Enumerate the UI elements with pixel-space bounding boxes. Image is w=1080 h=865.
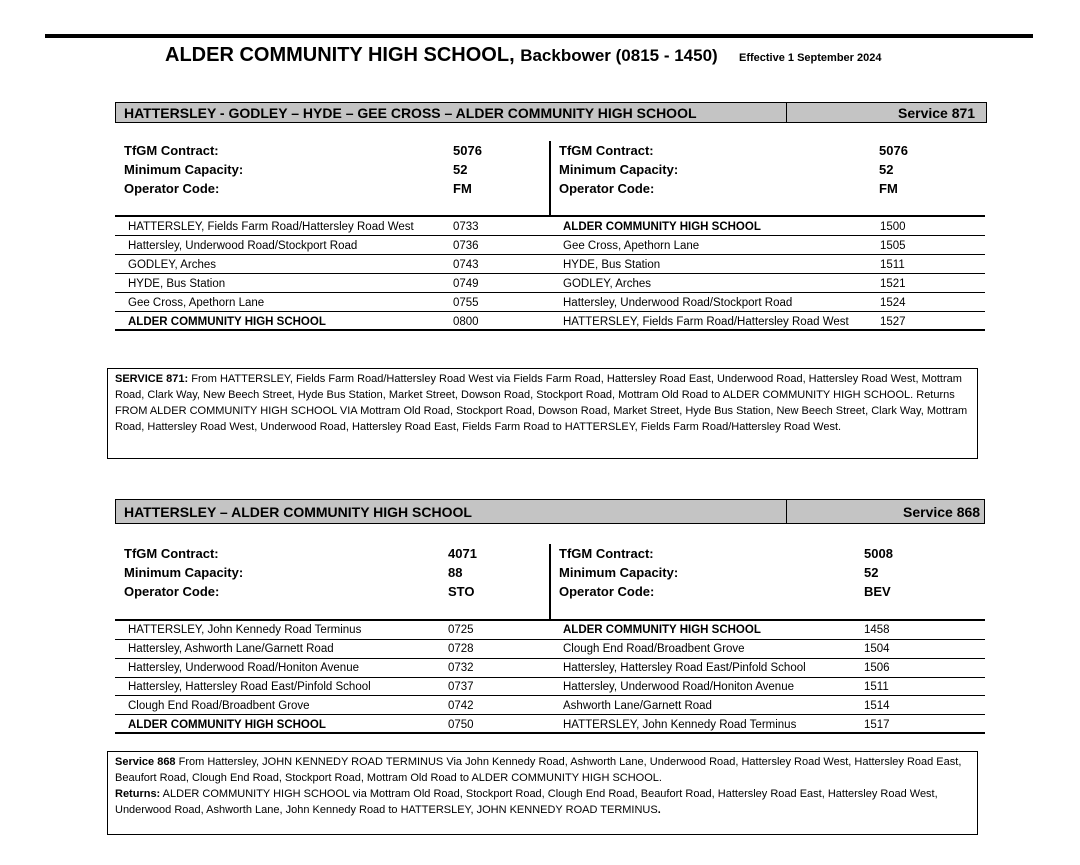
row-rule (115, 311, 985, 312)
service-871-afternoon-info-labels (559, 141, 678, 198)
table-row (563, 621, 983, 640)
stop-time: 0732 (448, 662, 474, 674)
stop-name: Hattersley, Ashworth Lane/Garnett Road (128, 643, 334, 655)
operator-label: Operator Code: (124, 181, 220, 196)
stop-time: 0750 (448, 719, 474, 731)
operator-value: BEV (864, 584, 891, 599)
contract-label: TfGM Contract: (124, 143, 219, 158)
operator-label: Operator Code: (559, 181, 655, 196)
stop-name: Hattersley, Underwood Road/Honiton Avenue (128, 662, 359, 674)
service-868-morning-info-values (448, 544, 477, 601)
stop-name: Hattersley, Hattersley Road East/Pinfold School (563, 662, 806, 674)
contract-label: TfGM Contract: (559, 143, 654, 158)
service-868-route-note (107, 751, 978, 835)
capacity-value: 52 (864, 565, 879, 580)
table-row (128, 621, 548, 640)
table-top-rule (115, 215, 985, 217)
service-number: Service 868 (903, 504, 981, 520)
contract-label: TfGM Contract: (559, 546, 654, 561)
header-divider (786, 103, 787, 122)
stop-time: 1505 (880, 240, 906, 252)
note-heading: Service 868 (115, 756, 176, 768)
stop-time: 1504 (864, 643, 890, 655)
stop-time: 0728 (448, 643, 474, 655)
row-rule (115, 254, 985, 255)
operator-label: Operator Code: (559, 584, 655, 599)
stop-name: Clough End Road/Broadbent Grove (128, 700, 310, 712)
service-number: Service 871 (898, 105, 976, 121)
service-871-route-note (107, 368, 978, 459)
stop-name: HATTERSLEY, John Kennedy Road Terminus (128, 624, 362, 636)
stop-name: Hattersley, Underwood Road/Stockport Road (563, 297, 793, 309)
stop-time: 0725 (448, 624, 474, 636)
capacity-label: Minimum Capacity: (124, 162, 244, 177)
stop-name: HATTERSLEY, Fields Farm Road/Hattersley Road West (128, 221, 414, 233)
table-row (128, 640, 548, 659)
row-rule (115, 695, 985, 696)
stop-name: ALDER COMMUNITY HIGH SCHOOL (128, 719, 326, 731)
effective-date: Effective 1 September 2024 (739, 52, 882, 64)
capacity-value: 52 (879, 162, 894, 177)
header-divider (786, 500, 787, 523)
stop-time: 0736 (453, 240, 479, 252)
service-868-header (115, 499, 985, 524)
stop-time: 0749 (453, 278, 479, 290)
note-returns-text: ALDER COMMUNITY HIGH SCHOOL via Mottram Old Road, Stockport Road, Clough End Road, Beaufort Road, Hattersley Road East, Hattersley Road West, Underwood Road, Ashworth Lane, John Kennedy Road to HATTERSLEY, JOHN KENNEDY ROAD TERMINUS (115, 788, 938, 816)
capacity-label: Minimum Capacity: (124, 565, 244, 580)
note-heading: SERVICE 871: (115, 373, 189, 385)
stop-name: GODLEY, Arches (563, 278, 651, 290)
stop-time: 1458 (864, 624, 890, 636)
service-871-header (115, 102, 987, 123)
stop-time: 1514 (864, 700, 890, 712)
stop-time: 1511 (880, 259, 905, 271)
stop-name: Ashworth Lane/Garnett Road (563, 700, 712, 712)
row-rule (115, 677, 985, 678)
stop-time: 1506 (864, 662, 890, 674)
capacity-value: 52 (453, 162, 468, 177)
capacity-label: Minimum Capacity: (559, 565, 679, 580)
stop-time: 0743 (453, 259, 479, 271)
contract-value: 5076 (453, 143, 482, 158)
location-hours: Backbower (0815 - 1450) (520, 46, 718, 65)
stop-name: HYDE, Bus Station (563, 259, 661, 271)
top-rule (45, 34, 1033, 38)
stop-name: Clough End Road/Broadbent Grove (563, 643, 745, 655)
row-rule (115, 235, 985, 236)
stop-name: Gee Cross, Apethorn Lane (128, 297, 265, 309)
stop-name: HATTERSLEY, John Kennedy Road Terminus (563, 719, 797, 731)
service-868-morning-info-labels (124, 544, 243, 601)
stop-time: 1500 (880, 221, 906, 233)
stop-name: Hattersley, Underwood Road/Honiton Avenue (563, 681, 794, 693)
table-row (128, 659, 548, 678)
operator-value: FM (879, 181, 898, 196)
note-returns-end: . (657, 804, 661, 816)
contract-label: TfGM Contract: (124, 546, 219, 561)
stop-time: 1517 (864, 719, 890, 731)
stop-time: 0800 (453, 316, 479, 328)
table-row (563, 659, 983, 678)
operator-value: STO (448, 584, 475, 599)
stop-time: 1524 (880, 297, 906, 309)
operator-value: FM (453, 181, 472, 196)
service-868-afternoon-info-labels (559, 544, 678, 601)
stop-time: 0742 (448, 700, 474, 712)
route-title: HATTERSLEY - GODLEY – HYDE – GEE CROSS – ALDER COMMUNITY HIGH SCHOOL (124, 105, 697, 121)
contract-value: 5076 (879, 143, 908, 158)
capacity-value: 88 (448, 565, 463, 580)
stop-time: 1521 (880, 278, 906, 290)
stop-name: ALDER COMMUNITY HIGH SCHOOL (128, 316, 326, 328)
operator-label: Operator Code: (124, 584, 220, 599)
row-rule (115, 658, 985, 659)
service-871-morning-info-labels (124, 141, 243, 198)
stop-name: Gee Cross, Apethorn Lane (563, 240, 700, 252)
stop-name: Hattersley, Hattersley Road East/Pinfold School (128, 681, 371, 693)
stop-time: 1527 (880, 316, 906, 328)
column-divider (549, 544, 551, 619)
stop-time: 1511 (864, 681, 889, 693)
service-871-afternoon-info-values (879, 141, 908, 198)
table-bottom-rule (115, 329, 985, 331)
row-rule (115, 639, 985, 640)
stop-name: Hattersley, Underwood Road/Stockport Road (128, 240, 358, 252)
stop-name: GODLEY, Arches (128, 259, 216, 271)
table-bottom-rule (115, 732, 985, 734)
stop-name: HYDE, Bus Station (128, 278, 226, 290)
column-divider (549, 141, 551, 216)
stop-time: 0755 (453, 297, 479, 309)
school-name: ALDER COMMUNITY HIGH SCHOOL, (165, 44, 515, 66)
stop-name: ALDER COMMUNITY HIGH SCHOOL (563, 221, 761, 233)
route-title: HATTERSLEY – ALDER COMMUNITY HIGH SCHOOL (124, 504, 472, 520)
row-rule (115, 273, 985, 274)
contract-value: 4071 (448, 546, 477, 561)
service-871-morning-info-values (453, 141, 482, 198)
stop-time: 0737 (448, 681, 474, 693)
note-text: From HATTERSLEY, Fields Farm Road/Hattersley Road West via Fields Farm Road, Hattersley Road East, Underwood Road, Hattersley Road West, Mottram Road, Clark Way, New Beech Street, Hyde Bus Station, Market Street, Dowson Road, Stockport Road, Mottram Old Road to ALDER COMMUNITY HIGH SCHOOL. Returns FROM ALDER COMMUNITY HIGH SCHOOL VIA Mottram Old Road, Stockport Road, Dowson Road, Market Street, Hyde Bus Station, New Beech Street, Clark Way, Mottram Road, Hattersley Road West, Underwood Road, Hattersley Road East, Fields Farm Road to HATTERSLEY, Fields Farm Road/Hattersley Road West. (115, 373, 968, 433)
note-text: From Hattersley, JOHN KENNEDY ROAD TERMINUS Via John Kennedy Road, Ashworth Lane, Underwood Road, Hattersley Road West, Hattersley Road East, Beaufort Road, Clough End Road, Stockport Road, Mottram Old Road to ALDER COMMUNITY HIGH SCHOOL. (115, 756, 962, 784)
stop-name: ALDER COMMUNITY HIGH SCHOOL (563, 624, 761, 636)
service-868-afternoon-info-values (864, 544, 893, 601)
row-rule (115, 714, 985, 715)
row-rule (115, 292, 985, 293)
note-returns-heading: Returns: (115, 788, 161, 800)
title-main (165, 44, 718, 67)
contract-value: 5008 (864, 546, 893, 561)
stop-time: 0733 (453, 221, 479, 233)
table-row (563, 640, 983, 659)
stop-name: HATTERSLEY, Fields Farm Road/Hattersley Road West (563, 316, 849, 328)
capacity-label: Minimum Capacity: (559, 162, 679, 177)
